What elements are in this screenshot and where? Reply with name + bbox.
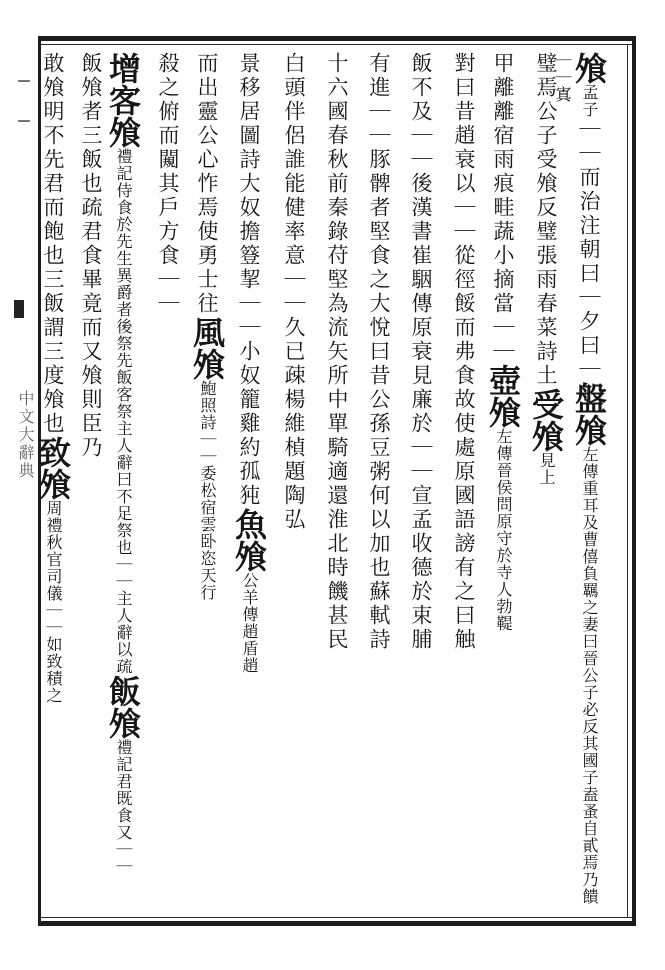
text-column-12	[104, 52, 142, 912]
body-text: 十六國春秋前秦錄苻堅為流矢所中單騎適還淮北時饑甚民	[325, 52, 349, 652]
text-column-5	[405, 52, 435, 912]
headword: 壺飧	[484, 364, 522, 428]
headword: 風飧	[188, 316, 226, 380]
margin-mark	[14, 300, 24, 318]
text-column-4	[448, 52, 478, 912]
headword: 致飧	[34, 436, 72, 500]
headword: 受飧	[527, 388, 565, 452]
headword: 魚飧	[230, 508, 268, 572]
body-text: 白頭伴侶誰能健率意｜｜久已疎楊維楨題陶弘	[282, 52, 306, 532]
headword: 飯飧	[104, 675, 142, 739]
text-column-14	[34, 52, 72, 912]
text-column-9	[230, 52, 268, 912]
text-column-2	[527, 52, 565, 912]
annotation-text: 左傳晉侯問原	[494, 428, 513, 530]
annotation-text: 鮑照詩｜｜委松	[198, 380, 217, 499]
text-column-10	[188, 52, 226, 912]
body-text: 殺之俯而闚其戶方食｜｜	[156, 52, 180, 316]
annotation-text: 周禮秋官司儀	[44, 500, 63, 602]
text-column-7	[321, 52, 351, 912]
body-text: 朝曰｜夕曰｜	[577, 238, 601, 382]
top-inner-rule	[38, 44, 636, 45]
headword: 飧	[570, 52, 608, 84]
annotation-text: 主人辭曰不足祭也｜｜主人辭以疏	[114, 420, 133, 675]
text-column-6	[363, 52, 393, 912]
body-text: 飯飧者三飯也疏君食畢竟而又飧則臣乃	[79, 52, 103, 460]
annotation-text: 趙盾趙	[240, 623, 259, 674]
annotation-text: 必反其國子盍蚤自貳焉乃饋｜｜寘	[553, 52, 599, 905]
margin-side-label: 中文大辭典	[16, 390, 35, 480]
text-column-11	[152, 52, 182, 912]
body-text: 敢飧明不先君而飽也三飯謂三度飧也	[41, 52, 65, 436]
margin-tick	[18, 80, 30, 82]
body-text: ｜｜而治注	[577, 118, 601, 238]
body-text: 有進｜｜豚髀者堅食之大悅曰昔公孫豆粥何以加也蘇軾詩	[367, 52, 391, 652]
annotation-text: 禮記侍食於先生異爵者後祭先飯客祭	[114, 148, 133, 420]
body-text: 璧焉公子受飧反璧張雨春菜詩土	[534, 52, 558, 388]
right-border-rule	[632, 36, 636, 926]
body-text: 景移居圖詩大奴擔簦挈｜｜小奴籠雞約孤㹠	[237, 52, 261, 508]
annotation-text: 宿雲卧恣天行	[198, 499, 217, 601]
annotation-text: 守於寺人勃鞮	[494, 530, 513, 632]
annotation-text: 禮記君既	[114, 739, 133, 807]
body-text: 飯不及｜｜後漢書崔駰傳原衰見廉於｜｜宣孟收德於束脯	[409, 52, 433, 652]
top-border-rule	[38, 36, 636, 41]
bottom-inner-rule	[38, 917, 636, 918]
headword: 盤飧	[570, 382, 608, 446]
headword: 增客飧	[104, 52, 142, 148]
margin-tick	[18, 120, 30, 122]
body-text: 甲離離宿雨痕畦蔬小摘當｜｜	[491, 52, 515, 364]
right-inner-rule	[627, 44, 628, 918]
text-column-8	[278, 52, 308, 912]
body-text: 對曰昔趙衰以｜｜從徑餒而弗食故使處原國語謗有之曰触	[452, 52, 476, 652]
annotation-text: 見上	[537, 452, 556, 486]
annotation-text: 公羊傳	[240, 572, 259, 623]
text-column-1	[553, 52, 608, 912]
margin-strip	[10, 60, 36, 920]
annotation-text: 食又｜｜	[114, 807, 133, 875]
body-text: 而出靈公心怍焉使勇士往	[195, 52, 219, 316]
bottom-border-rule	[38, 921, 636, 926]
annotation-text: ｜｜如致積之	[44, 602, 63, 704]
text-column-13	[75, 52, 105, 912]
text-column-3	[484, 52, 522, 912]
annotation-text: 左傳重耳及曹僖負羈之妻曰晉公子	[580, 446, 599, 701]
annotation-text: 孟子	[580, 84, 599, 118]
